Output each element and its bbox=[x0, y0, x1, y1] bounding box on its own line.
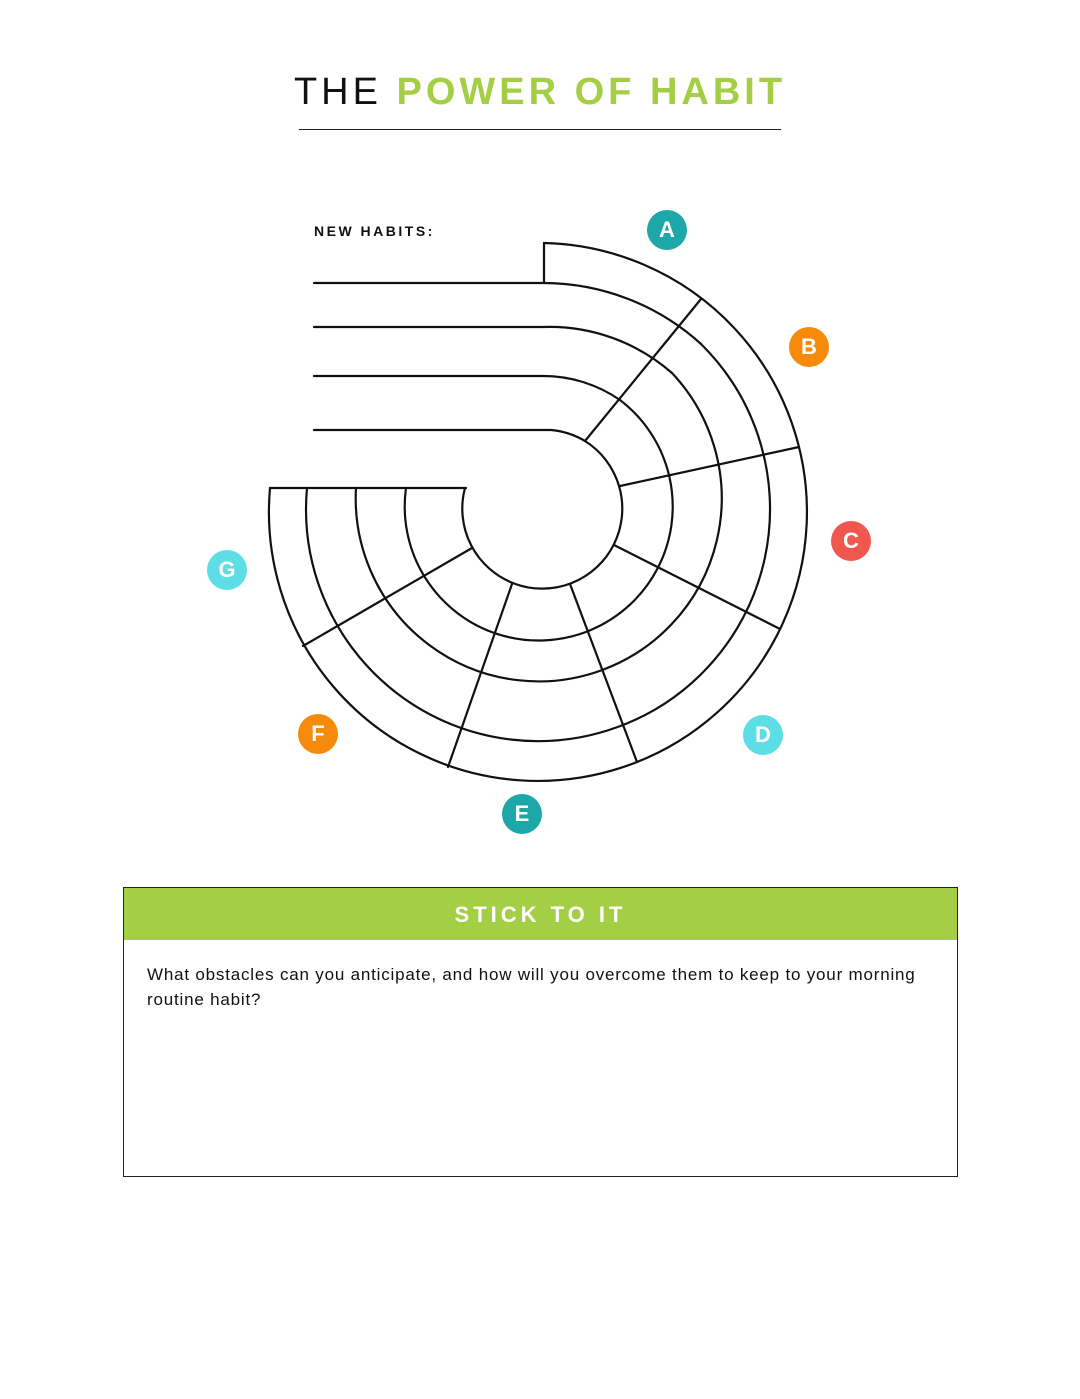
segment-g-badge: G bbox=[207, 550, 247, 590]
segment-c-badge: C bbox=[831, 521, 871, 561]
segment-e-badge: E bbox=[502, 794, 542, 834]
title-part-the: THE bbox=[293, 71, 382, 113]
ring-1 bbox=[405, 400, 673, 641]
divider-b-c bbox=[620, 447, 799, 486]
segment-f-badge: F bbox=[298, 714, 338, 754]
panel-heading: STICK TO IT bbox=[124, 888, 957, 940]
divider-d-e bbox=[570, 584, 637, 762]
stick-to-it-panel bbox=[123, 887, 958, 1177]
divider-a-b bbox=[585, 299, 701, 441]
segment-d-badge: D bbox=[743, 715, 783, 755]
ring-outer bbox=[269, 243, 807, 781]
ring-2 bbox=[356, 373, 722, 681]
divider-e-f bbox=[448, 584, 512, 767]
habit-line-1 bbox=[314, 283, 701, 344]
divider-c-d bbox=[614, 545, 780, 629]
segment-a-badge: A bbox=[647, 210, 687, 250]
panel-prompt: What obstacles can you anticipate, and how will you overcome them to keep to your morning routine habit? bbox=[147, 965, 916, 1009]
divider-f-g bbox=[303, 548, 472, 646]
habit-line-4 bbox=[314, 430, 585, 441]
ring-inner bbox=[462, 441, 622, 589]
segment-b-badge: B bbox=[789, 327, 829, 367]
title-part-power-of-habit: POWER OF HABIT bbox=[396, 71, 787, 113]
habit-line-3 bbox=[314, 376, 620, 400]
new-habits-label: NEW HABITS: bbox=[314, 223, 435, 239]
habit-line-2 bbox=[314, 327, 672, 373]
